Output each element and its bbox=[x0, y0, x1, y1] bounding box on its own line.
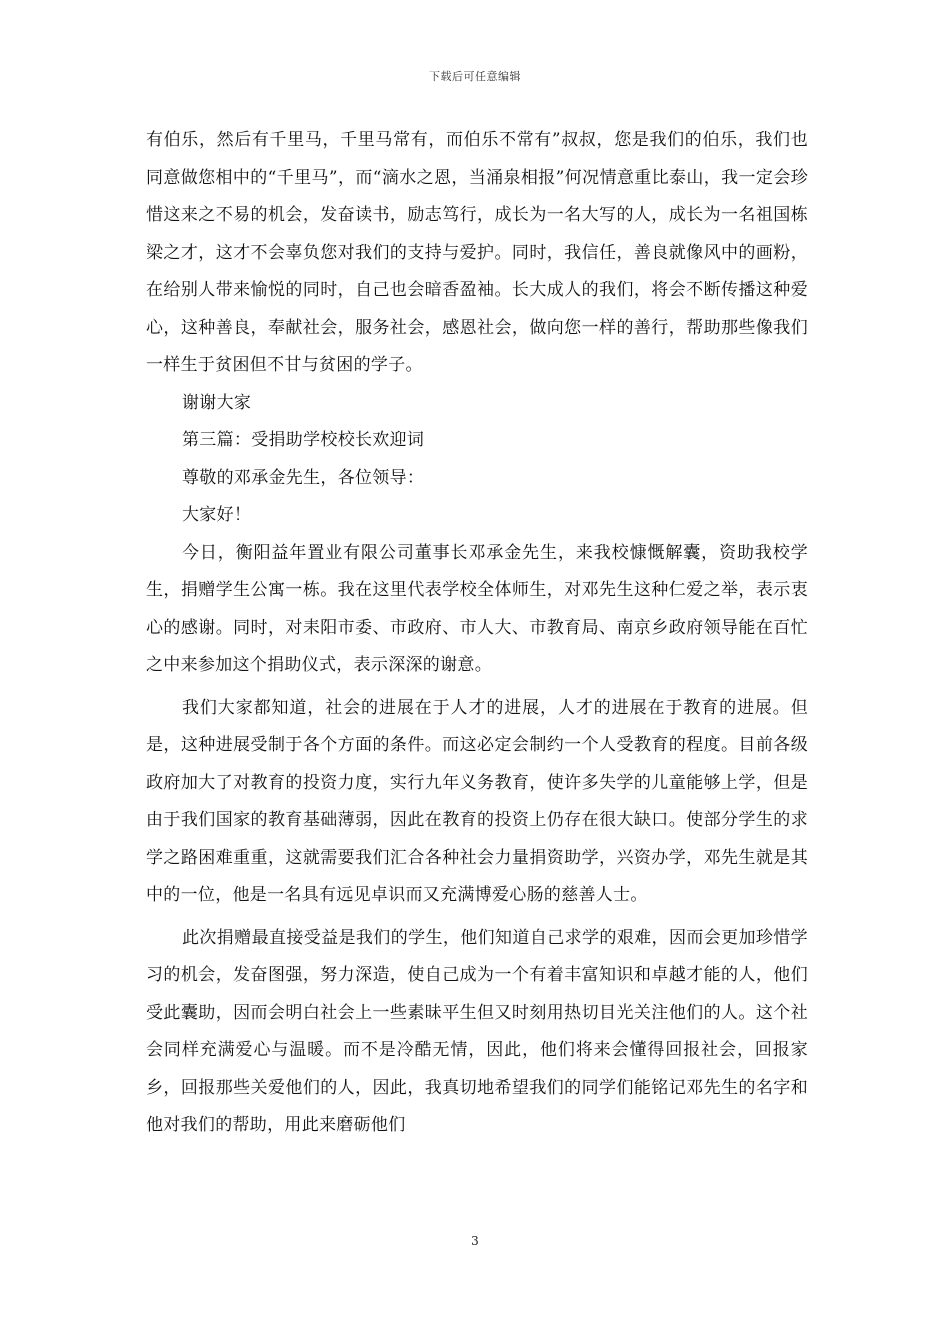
page-number: 3 bbox=[471, 1234, 479, 1248]
section-title: 第三篇：受捐助学校校长欢迎词 bbox=[182, 430, 425, 450]
document-body bbox=[146, 122, 808, 1145]
page-header: 下载后可任意编辑 bbox=[429, 70, 521, 83]
paragraph-thanks: 谢谢大家 bbox=[182, 392, 252, 413]
paragraph-intro: 今日，衡阳益年置业有限公司董事长邓承金先生，来我校慷慨解囊，资助我校学生，捐赠学生公寓一栋。我在这里代表学校全体师生，对邓先生这种仁爱之举，表示衷心的感谢。同时，对耒阳市委、市政府、市人大、市教育局、南京乡政府领导能在百忙之中来参加这个捐助仪式，表示深深的谢意。 bbox=[146, 542, 808, 675]
paragraph-education: 我们大家都知道，社会的进展在于人才的进展，人才的进展在于教育的进展。但是，这种进展受制于各个方面的条件。而这必定会制约一个人受教育的程度。目前各级政府加大了对教育的投资力度，实行九年义务教育，使许多失学的儿童能够上学，但是由于我们国家的教育基础薄弱，因此在教育的投资上仍存在很大缺口。使部分学生的求学之路困难重重，这就需要我们汇合各种社会力量捐资助学，兴资办学，邓先生就是其中的一位，他是一名具有远见卓识而又充满博爱心肠的慈善人士。 bbox=[146, 697, 808, 905]
greeting: 大家好！ bbox=[182, 505, 252, 525]
paragraph-benefit: 此次捐赠最直接受益是我们的学生，他们知道自己求学的艰难，因而会更加珍惜学习的机会，发奋图强，努力深造，使自己成为一个有着丰富知识和卓越才能的人，他们受此囊助，因而会明白社会上一些素昧平生但又时刻用热切目光关注他们的人。这个社会同样充满爱心与温暖。而不是冷酷无情，因此，他们将来会懂得回报社会，回报家乡，回报那些关爱他们的人，因此，我真切地希望我们的同学们能铭记邓先生的名字和他对我们的帮助，用此来磨砺他们 bbox=[146, 927, 808, 1135]
salutation: 尊敬的邓承金先生，各位领导： bbox=[182, 467, 425, 488]
paragraph-continued-letter: 有伯乐，然后有千里马，千里马常有，而伯乐不常有”叔叔，您是我们的伯乐，我们也同意做您相中的“千里马”，而“滴水之恩，当涌泉相报”何况情意重比泰山，我一定会珍惜这来之不易的机会，发奋读书，励志笃行，成长为一名大写的人，成长为一名祖国栋梁之才，这才不会辜负您对我们的支持与爱护。同时，我信任，善良就像风中的画粉，在给别人带来愉悦的同时，自己也会暗香盈袖。长大成人的我们，将会不断传播这种爱心，这种善良，奉献社会，服务社会，感恩社会，做向您一样的善行，帮助那些像我们一样生于贫困但不甘与贫困的学子。 bbox=[146, 130, 808, 375]
